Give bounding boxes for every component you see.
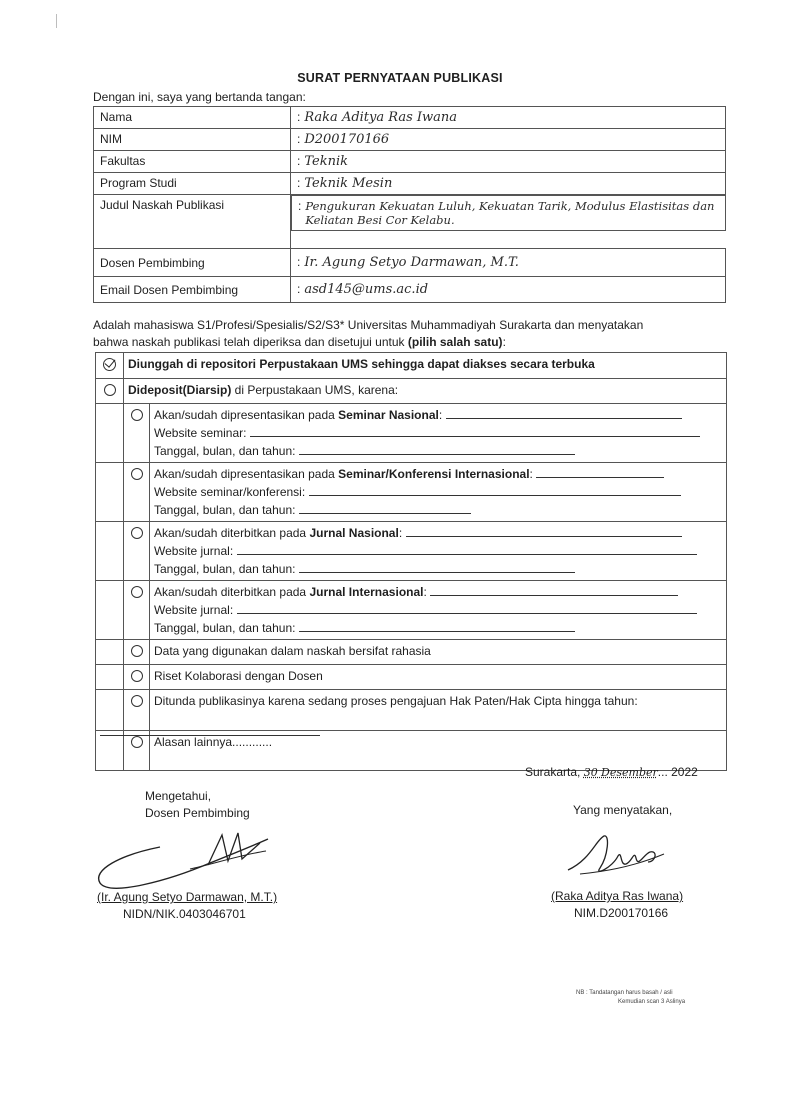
statement-line-2-text: bahwa naskah publikasi telah diperiksa dan disetujui untuk [93,335,408,349]
table-row [94,129,726,151]
blank-line [299,620,575,632]
table-row [94,195,726,249]
sub-date: Tanggal, bulan, dan tahun: [154,503,296,517]
dosen-signature [90,825,280,895]
sub-post: : [398,526,403,540]
date-day: 30 [583,766,598,779]
sub-option-line-2 [154,483,722,501]
statement-choose-one: (pilih salah satu) [407,335,503,349]
sub-option-line-1 [154,406,722,424]
blank-line [536,466,664,478]
radio-icon[interactable] [131,736,143,748]
row-label: Judul Naskah Publikasi [94,195,291,249]
sub-pre: Akan/sudah diterbitkan pada [154,585,310,599]
row-label: NIM [94,129,291,151]
spacer-cell [96,581,124,640]
handwritten-email: asd145@ums.ac.id [304,282,429,297]
radio-icon[interactable] [131,670,143,682]
blank-line [237,543,697,555]
scan-mark [56,14,57,28]
blank-line [100,724,320,736]
sub-option-row [96,665,727,690]
table-row [94,151,726,173]
sub-option-line-1 [154,524,722,542]
row-value: : Raka Aditya Ras Iwana [291,107,726,129]
blank-line [446,407,682,419]
option-cell [124,731,150,771]
sub-option-line-3 [154,560,722,578]
blank-line [430,584,678,596]
sub-option-row [96,522,727,581]
radio-icon[interactable] [131,527,143,539]
radio-icon[interactable] [104,384,116,396]
place-label: Surakarta, [525,765,584,779]
row-label: Nama [94,107,291,129]
sub-post: : [423,585,427,599]
row-label: Dosen Pembimbing [94,249,291,277]
row-label: Email Dosen Pembimbing [94,277,291,303]
option-row [96,379,727,404]
date-year: 2022 [671,765,698,779]
sub-option-row [96,581,727,640]
option-row [96,353,727,379]
row-label: Program Studi [94,173,291,195]
row-value: : Ir. Agung Setyo Darmawan, M.T. [291,249,726,277]
table-row [94,173,726,195]
option-cell [124,640,150,665]
sub-website: Website seminar/konferensi: [154,485,306,499]
blank-line [309,484,681,496]
option-cell [124,463,150,522]
option-cell [96,379,124,404]
sub-option-line-3 [154,442,722,460]
date-handwritten [584,765,658,779]
radio-icon[interactable] [131,695,143,707]
spacer-cell [96,463,124,522]
sub-post: : [529,467,533,481]
row-label: Fakultas [94,151,291,173]
mengetahui-block [145,788,250,822]
row-value: : D200170166 [291,129,726,151]
blank-line [299,443,575,455]
radio-icon[interactable] [131,409,143,421]
dosen-name: (Ir. Agung Setyo Darmawan, M.T.) [97,890,278,904]
sub-option-line-2 [154,542,722,560]
sub-option-line-1 [154,465,722,483]
statement-line-1: Adalah mahasiswa S1/Profesi/Spesialis/S2/S3* Universitas Muhammadiyah Surakarta dan menyatakan [93,318,644,332]
sub-pre: Akan/sudah diterbitkan pada [154,526,310,540]
blank-line [299,502,471,514]
sub-option-content [150,522,727,581]
sub-option-content: Alasan lainnya............ [150,731,727,771]
sub-bold: Jurnal Nasional [309,526,399,540]
option-deposit-bold: Dideposit(Diarsip) [128,383,232,397]
sub-date: Tanggal, bulan, dan tahun: [154,444,296,458]
statement-line-2 [93,334,733,351]
table-row [94,277,726,303]
ditunda-label: Ditunda publikasinya karena sedang proses pengajuan Hak Paten/Hak Cipta hingga tahun: [154,694,638,708]
mengetahui-label: Mengetahui, [145,789,212,803]
place-date: Surakarta, 30 Desember... 2022 [525,765,698,779]
statement-colon: : [502,335,506,349]
statement-text [93,317,733,351]
sub-website: Website jurnal: [154,603,234,617]
date-month: Desember [601,766,658,779]
option-cell [124,522,150,581]
sub-date: Tanggal, bulan, dan tahun: [154,562,296,576]
option-unggah-label: Diunggah di repositori Perpustakaan UMS sehingga dapat diakses secara terbuka [128,357,595,371]
radio-icon[interactable] [131,586,143,598]
sub-website: Website seminar: [154,426,247,440]
spacer-cell [96,404,124,463]
sub-bold: Seminar Nasional [338,408,439,422]
student-nim: NIM.D200170166 [574,906,669,920]
sub-website: Website jurnal: [154,544,234,558]
row-value: : Teknik [291,151,726,173]
spacer-cell [96,640,124,665]
sub-option-row [96,463,727,522]
table-row [94,249,726,277]
sub-bold: Seminar/Konferensi Internasional [338,467,530,481]
row-value: : Pengukuran Kekuatan Luluh, Kekuatan Tarik, Modulus Elastisitas dan Keliatan Besi Cor Kelabu. [291,195,726,231]
spacer-cell [96,665,124,690]
sub-option-content [150,463,727,522]
spacer-cell [96,522,124,581]
intro-text: Dengan ini, saya yang bertanda tangan: [93,90,306,104]
sub-post: : [438,408,443,422]
handwritten-name: Raka Aditya Ras Iwana [304,110,458,125]
option-label-cell [124,353,727,379]
sub-option-content: Riset Kolaborasi dengan Dosen [150,665,727,690]
sub-option-content [150,404,727,463]
sub-pre: Akan/sudah dipresentasikan pada [154,467,339,481]
nb-line-2: Kemudian scan 3 Aslinya [618,999,686,1005]
checked-circle-icon[interactable] [103,358,116,371]
radio-icon[interactable] [131,645,143,657]
blank-line [237,602,697,614]
option-cell [124,581,150,640]
option-deposit-rest: di Perpustakaan UMS, karena: [231,383,399,397]
sub-date: Tanggal, bulan, dan tahun: [154,621,296,635]
sub-option-row [96,404,727,463]
handwritten-judul: Pengukuran Kekuatan Luluh, Kekuatan Tarik, Modulus Elastisitas dan Keliatan Besi Cor Kelabu. [305,199,715,227]
option-cell [124,665,150,690]
yang-menyatakan-label: Yang menyatakan, [573,803,673,817]
sub-option-row [96,640,727,665]
handwritten-nim: D200170166 [304,132,390,147]
spacer-cell [96,731,124,771]
sub-option-line-2 [154,424,722,442]
dosen-nidn: NIDN/NIK.0403046701 [123,907,246,921]
sub-option-line-1 [154,583,722,601]
sub-option-line-2 [154,601,722,619]
radio-icon[interactable] [131,468,143,480]
dosen-pembimbing-label: Dosen Pembimbing [145,806,250,820]
nb-note [576,989,685,1007]
student-signature [560,828,680,888]
handwritten-prodi: Teknik Mesin [304,176,393,191]
sub-pre: Akan/sudah dipresentasikan pada [154,408,339,422]
sub-option-line-3 [154,501,722,519]
identity-table [93,106,726,303]
blank-line [406,525,682,537]
sub-option-line-3 [154,619,722,637]
nb-line-1: NB : Tandatangan harus basah / asli [576,990,673,996]
blank-line [299,561,575,573]
sub-option-content [150,581,727,640]
row-value: : Teknik Mesin [291,173,726,195]
option-label-cell [124,379,727,404]
blank-line [250,425,700,437]
table-row [94,107,726,129]
handwritten-fakultas: Teknik [304,154,348,169]
student-name: (Raka Aditya Ras Iwana) [551,889,684,903]
row-value: : asd145@ums.ac.id [291,277,726,303]
handwritten-dosen: Ir. Agung Setyo Darmawan, M.T. [304,255,519,270]
page-title: SURAT PERNYATAAN PUBLIKASI [297,71,503,85]
option-cell [124,404,150,463]
sub-bold: Jurnal Internasional [309,585,424,599]
option-cell [96,353,124,379]
sub-option-content: Data yang digunakan dalam naskah bersifat rahasia [150,640,727,665]
options-table [95,352,727,771]
